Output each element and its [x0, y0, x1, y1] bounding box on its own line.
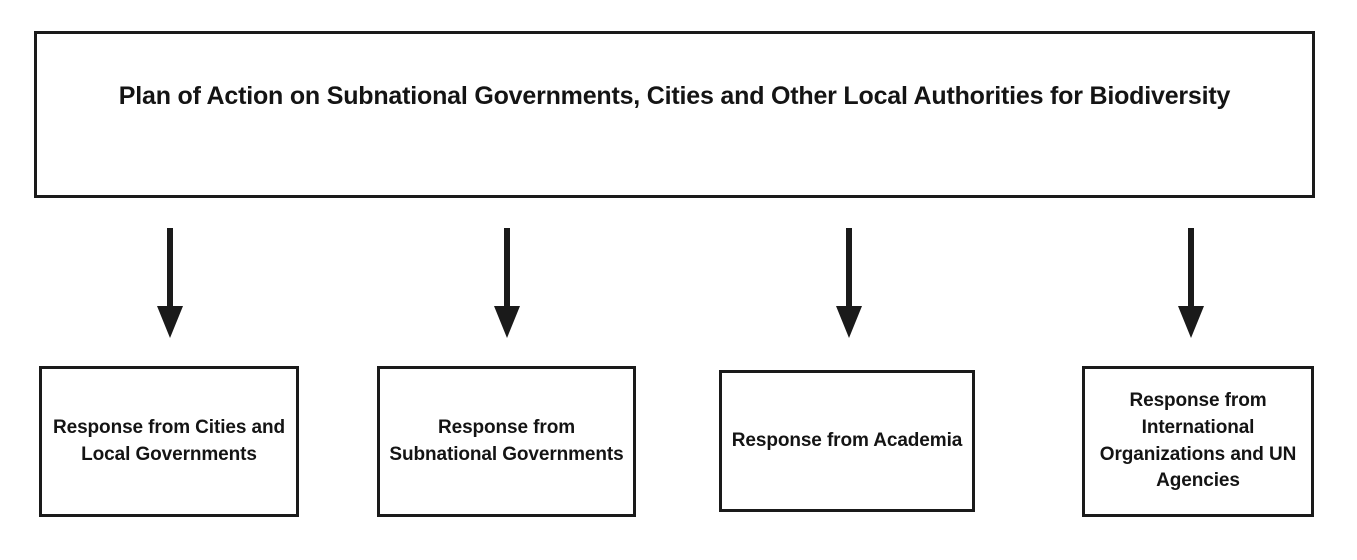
root-node-plan-of-action	[34, 31, 1315, 198]
arrow-to-academia	[836, 228, 862, 338]
node-cities-local-governments	[39, 366, 299, 517]
arrow-to-subnational-governments	[494, 228, 520, 338]
arrow-head	[494, 306, 520, 338]
arrow-shaft	[504, 228, 510, 310]
node-label: Response from Academia	[731, 429, 963, 451]
node-label: Response from Subnational Governments	[389, 416, 624, 465]
arrow-shaft	[167, 228, 173, 310]
arrow-shaft	[846, 228, 852, 310]
node-label: Response from Cities and Local Governments	[53, 416, 285, 465]
arrow-shaft	[1188, 228, 1194, 310]
arrow-head	[836, 306, 862, 338]
root-node-label: Plan of Action on Subnational Governments, Cities and Other Local Authorities for Biodiversity	[118, 82, 1231, 110]
arrow-to-international-organizations	[1178, 228, 1204, 338]
arrow-head	[1178, 306, 1204, 338]
node-international-organizations	[1082, 366, 1314, 517]
arrow-to-cities-local-governments	[157, 228, 183, 338]
arrow-head	[157, 306, 183, 338]
node-academia	[719, 370, 975, 512]
node-label: Response from International Organizations and UN Agencies	[1099, 389, 1297, 492]
node-subnational-governments	[377, 366, 636, 517]
